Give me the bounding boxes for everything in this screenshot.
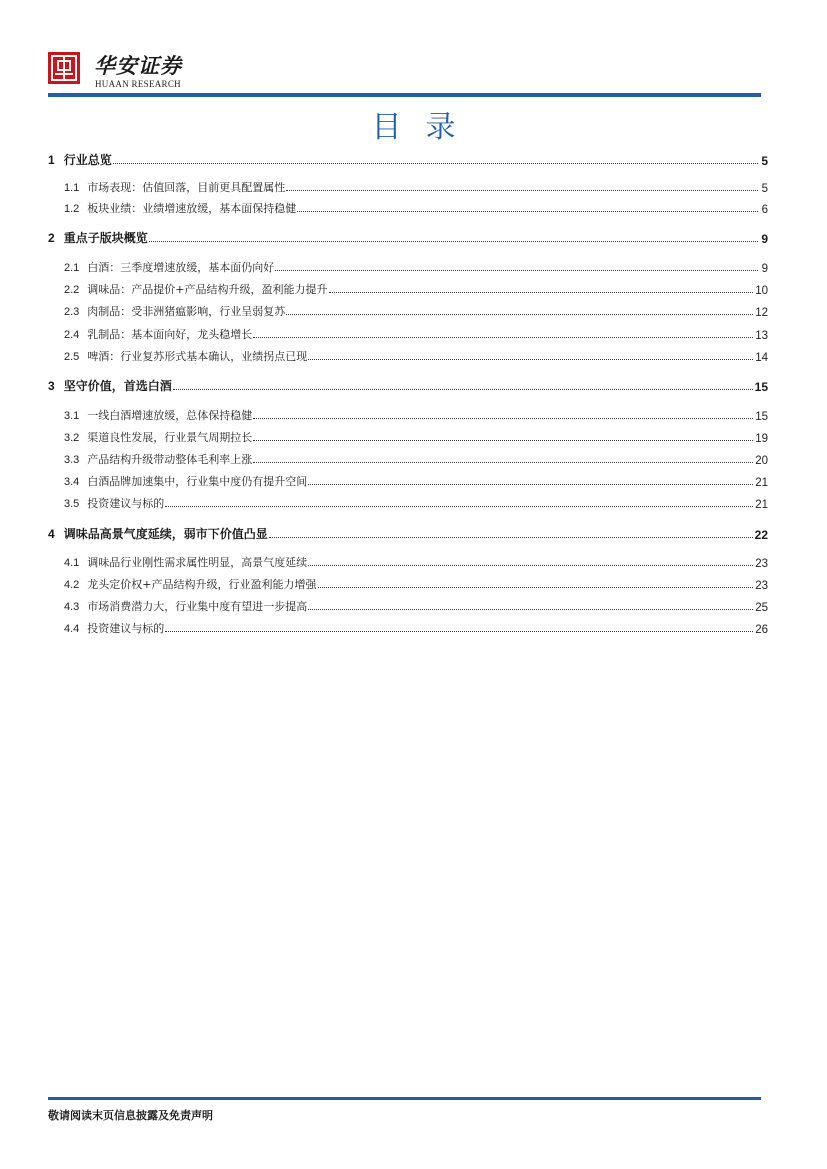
- toc-entry-label: [64, 259, 274, 275]
- huaan-logo-icon: [48, 52, 80, 84]
- toc-entry-title: 调味品高景气度延续，弱市下价值凸显: [63, 527, 268, 541]
- toc-page-number: 21: [755, 499, 768, 511]
- toc-subsection-entry[interactable]: [48, 326, 768, 342]
- toc-title: 目录: [371, 110, 480, 145]
- toc-entry-label: [64, 407, 252, 423]
- toc-entry-title: 投资建议与标的: [87, 497, 165, 510]
- toc-entry-number: 4.1: [64, 557, 80, 569]
- toc-entry-number: 3.1: [64, 410, 80, 422]
- toc-entry-title: 白酒：三季度增速放缓，基本面仍向好: [87, 261, 275, 274]
- toc-page-number: 13: [755, 330, 768, 342]
- toc-entry-label: [64, 429, 252, 445]
- toc-entry-number: 4.3: [64, 601, 80, 613]
- toc-subsection-entry[interactable]: [48, 451, 768, 467]
- toc-entry-number: 2.1: [64, 262, 80, 274]
- toc-dot-leader: [297, 210, 758, 212]
- toc-entry-title: 白酒品牌加速集中，行业集中度仍有提升空间: [87, 475, 308, 488]
- toc-dot-leader: [113, 162, 758, 164]
- toc-entry-title: 板块业绩：业绩增速放缓，基本面保持稳健: [87, 202, 297, 215]
- toc-page-number: 9: [761, 232, 768, 246]
- toc-subsection-entry[interactable]: [48, 348, 768, 364]
- toc-entry-title: 市场消费潜力大，行业集中度有望进一步提高: [87, 600, 308, 613]
- toc-entry-title: 坚守价值，首选白酒: [63, 379, 172, 393]
- toc-subsection-entry[interactable]: [48, 473, 768, 489]
- toc-dot-leader: [253, 439, 753, 441]
- toc-entry-label: [64, 200, 296, 216]
- toc-dot-leader: [308, 358, 753, 360]
- toc-entry-number: 3.3: [64, 454, 80, 466]
- toc-subsection-entry[interactable]: [48, 554, 768, 570]
- toc-section-entry[interactable]: [48, 525, 768, 542]
- toc-page-number: 9: [761, 263, 768, 275]
- toc-entry-title: 行业总览: [63, 153, 112, 167]
- toc-subsection-entry[interactable]: [48, 495, 768, 511]
- toc-entry-title: 调味品：产品提价+产品结构升级，盈利能力提升: [87, 283, 328, 296]
- toc-entry-label: [64, 576, 317, 592]
- toc-entry-label: [64, 554, 307, 570]
- toc-entry-label: [64, 179, 285, 195]
- toc-subsection-entry[interactable]: [48, 259, 768, 275]
- toc-entry-label: [48, 229, 148, 246]
- toc-dot-leader: [329, 291, 754, 293]
- toc-page-number: 14: [755, 352, 768, 364]
- toc-entry-number: 2: [48, 231, 55, 245]
- toc-entry-number: 2.3: [64, 306, 80, 318]
- toc-page-number: 19: [755, 433, 768, 445]
- toc-page-number: 23: [755, 580, 768, 592]
- toc-entry-title: 啤酒：行业复苏形式基本确认，业绩拐点已现: [87, 350, 308, 363]
- toc-dot-leader: [275, 269, 758, 271]
- toc-entry-title: 投资建议与标的: [87, 622, 165, 635]
- toc-page-number: 5: [761, 183, 768, 195]
- footer-divider: [48, 1097, 761, 1100]
- toc-page-number: 6: [761, 204, 768, 216]
- logo-english-name: HUAAN RESEARCH: [95, 79, 181, 89]
- toc-page-number: 23: [755, 558, 768, 570]
- toc-dot-leader: [308, 608, 753, 610]
- toc-entry-number: 3.5: [64, 498, 80, 510]
- toc-dot-leader: [165, 505, 753, 507]
- toc-dot-leader: [173, 388, 753, 390]
- toc-entry-label: [64, 473, 307, 489]
- toc-dot-leader: [269, 536, 753, 538]
- toc-entry-label: [64, 620, 164, 636]
- toc-subsection-entry[interactable]: [48, 429, 768, 445]
- toc-subsection-entry[interactable]: [48, 620, 768, 636]
- page-header: [0, 0, 827, 100]
- toc-subsection-entry[interactable]: [48, 303, 768, 319]
- toc-dot-leader: [165, 630, 753, 632]
- toc-entry-number: 2.5: [64, 351, 80, 363]
- toc-entry-number: 3.2: [64, 432, 80, 444]
- toc-entry-number: 1.1: [64, 182, 80, 194]
- toc-dot-leader: [253, 417, 753, 419]
- toc-entry-number: 3.4: [64, 476, 80, 488]
- toc-subsection-entry[interactable]: [48, 200, 768, 216]
- toc-entry-title: 调味品行业刚性需求属性明显，高景气度延续: [87, 556, 308, 569]
- toc-entry-label: [64, 326, 252, 342]
- toc-page-number: 21: [755, 477, 768, 489]
- toc-section-entry[interactable]: [48, 229, 768, 246]
- toc-entry-title: 渠道良性发展，行业景气周期拉长: [87, 431, 253, 444]
- toc-entry-title: 肉制品：受非洲猪瘟影响，行业呈弱复苏: [87, 305, 286, 318]
- toc-entry-number: 1.2: [64, 203, 80, 215]
- toc-page-number: 20: [755, 455, 768, 467]
- toc-entry-label: [64, 451, 252, 467]
- toc-entry-title: 龙头定价权+产品结构升级，行业盈利能力增强: [87, 578, 317, 591]
- toc-dot-leader: [318, 586, 754, 588]
- toc-page-number: 26: [755, 624, 768, 636]
- toc-entry-title: 一线白酒增速放缓，总体保持稳健: [87, 409, 253, 422]
- toc-page-number: 25: [755, 602, 768, 614]
- toc-section-entry[interactable]: [48, 151, 768, 168]
- toc-entry-number: 3: [48, 379, 55, 393]
- toc-subsection-entry[interactable]: [48, 179, 768, 195]
- toc-dot-leader: [286, 313, 753, 315]
- toc-dot-leader: [253, 461, 753, 463]
- toc-subsection-entry[interactable]: [48, 576, 768, 592]
- toc-entry-label: [48, 525, 268, 542]
- toc-section-entry[interactable]: [48, 377, 768, 394]
- toc-dot-leader: [308, 564, 753, 566]
- toc-dot-leader: [286, 189, 758, 191]
- toc-entry-number: 4: [48, 527, 55, 541]
- toc-page-number: 10: [755, 285, 768, 297]
- toc-page-number: 22: [754, 528, 768, 542]
- toc-dot-leader: [149, 240, 758, 242]
- footer-disclaimer[interactable]: 敬请阅读末页信息披露及免责声明: [48, 1109, 213, 1122]
- toc-entry-number: 4.4: [64, 623, 80, 635]
- toc-entry-title: 产品结构升级带动整体毛利率上涨: [87, 453, 253, 466]
- toc-subsection-entry[interactable]: [48, 598, 768, 614]
- toc-entry-number: 2.4: [64, 329, 80, 341]
- toc-entry-number: 4.2: [64, 579, 80, 591]
- toc-entry-title: 重点子版块概览: [63, 231, 148, 245]
- toc-entry-label: [48, 377, 172, 394]
- toc-dot-leader: [253, 336, 753, 338]
- toc-page-number: 12: [755, 307, 768, 319]
- toc-entry-number: 2.2: [64, 284, 80, 296]
- toc-entry-number: 1: [48, 153, 55, 167]
- toc-page-number: 5: [761, 154, 768, 168]
- toc-dot-leader: [308, 483, 753, 485]
- toc-entry-title: 市场表现：估值回落，目前更具配置属性: [87, 181, 286, 194]
- toc-entry-label: [64, 281, 328, 297]
- toc-subsection-entry[interactable]: [48, 281, 768, 297]
- logo-chinese-name: 华安证券: [94, 53, 182, 78]
- toc-entry-label: [64, 348, 307, 364]
- toc-entry-label: [64, 598, 307, 614]
- toc-page-number: 15: [754, 380, 768, 394]
- toc-entry-label: [48, 151, 112, 168]
- toc-entry-label: [64, 495, 164, 511]
- toc-subsection-entry[interactable]: [48, 407, 768, 423]
- toc-page-number: 15: [755, 411, 768, 423]
- toc-entry-label: [64, 303, 285, 319]
- header-divider: [48, 93, 761, 97]
- toc-entry-title: 乳制品：基本面向好，龙头稳增长: [87, 328, 253, 341]
